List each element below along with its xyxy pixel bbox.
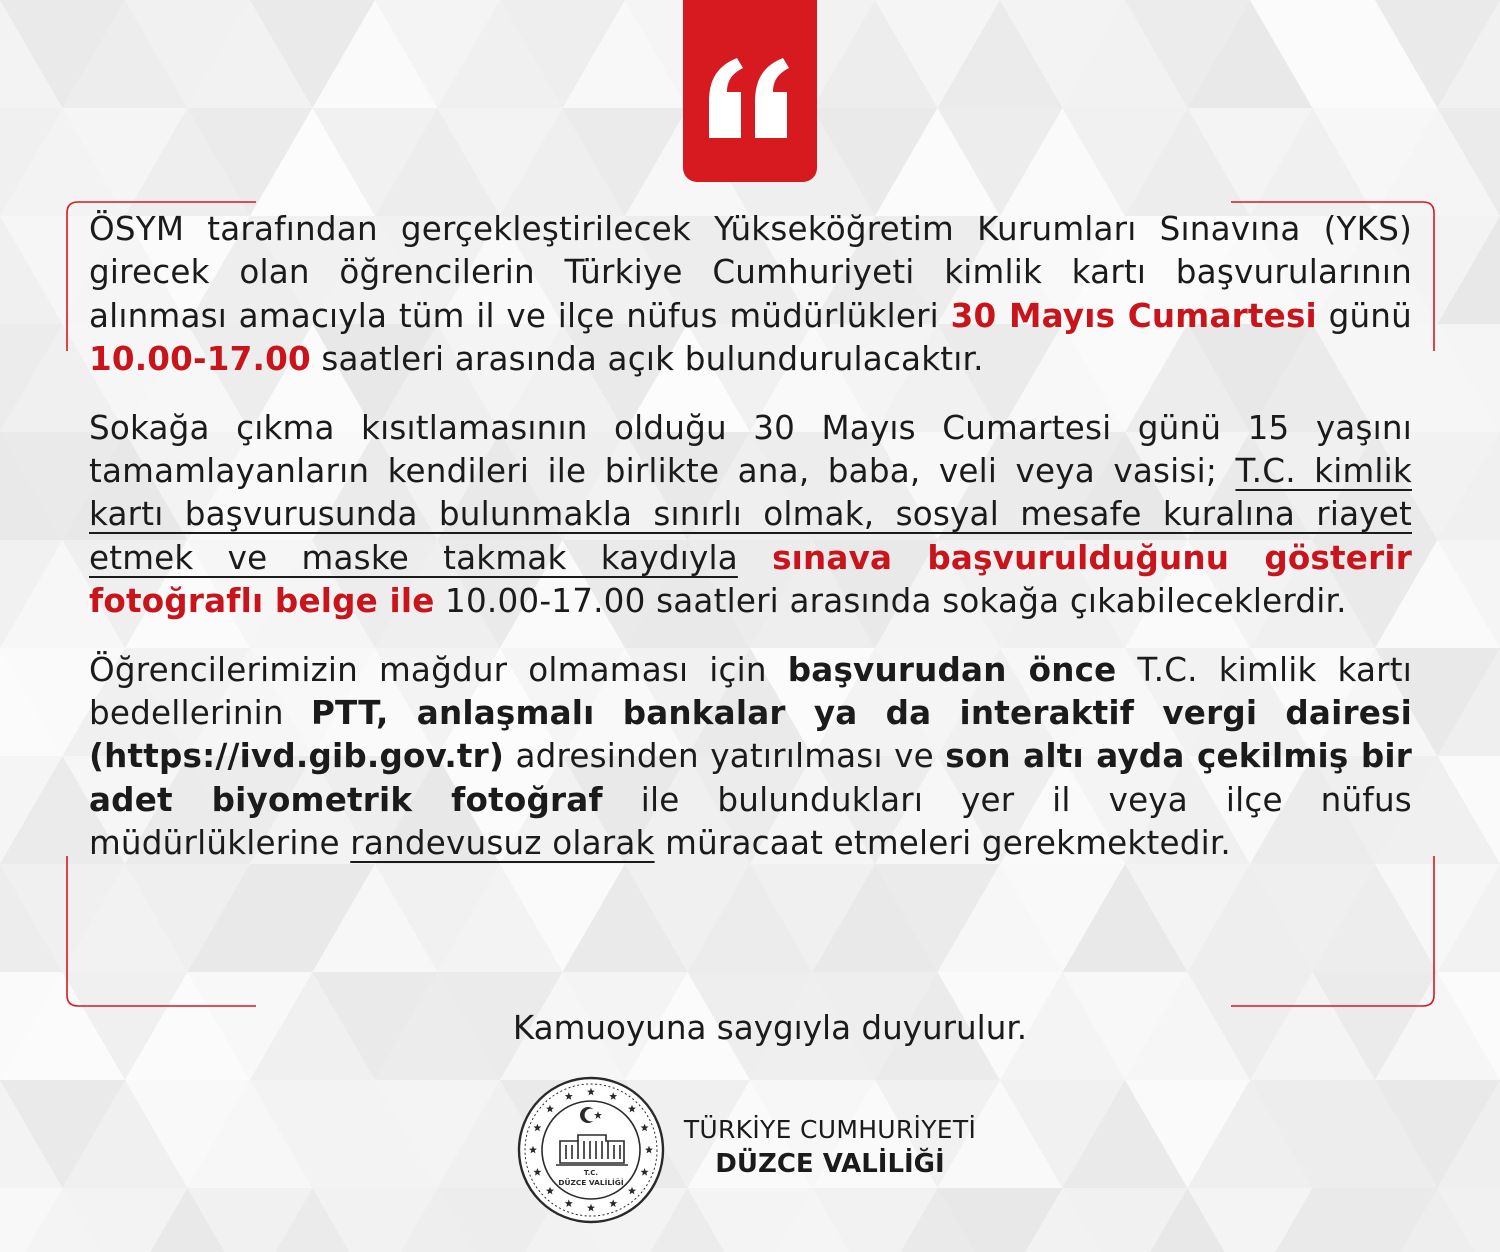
- closing-line: Kamuoyuna saygıyla duyurulur.: [512, 1009, 1028, 1047]
- p3-no-appointment: randevusuz olarak: [350, 824, 655, 863]
- paragraph-1: [89, 208, 1412, 382]
- p3-text-3: adresinden yatırılması ve: [504, 737, 946, 776]
- organization-name: [680, 1113, 990, 1181]
- p1-date: 30 Mayıs Cumartesi: [950, 296, 1317, 335]
- paragraph-2: [89, 407, 1412, 624]
- quote-tab: [683, 0, 817, 182]
- p3-text-4: ile bulundukları yer il veya ilçe nüfus müdürlüklerine: [89, 780, 1412, 863]
- p2-text-2: 10.00-17.00 saatleri arasında sokağa çıkabileceklerdir.: [434, 582, 1347, 621]
- p1-hours: 10.00-17.00: [89, 340, 311, 379]
- p2-space: [738, 539, 772, 577]
- announcement-body: [89, 208, 1412, 866]
- org-governorship: DÜZCE VALİLİĞİ: [715, 1149, 945, 1179]
- p2-text: Sokağa çıkma kısıtlamasının olduğu 30 Mayıs Cumartesi günü 15 yaşını tamamlayanların kendileri ile birlikte ana, baba, veli veya vasisi;: [89, 408, 1412, 491]
- p3-text-2: T.C. kimlik kartı bedellerinin: [89, 650, 1412, 733]
- p1-text: ÖSYM tarafından gerçekleştirilecek Yükseköğretim Kurumları Sınavına (YKS) girecek olan öğrencilerin Türkiye Cumhuriyeti kimlik kartı başvurularının alınması amacıyla tüm il ve ilçe nüfus müdürlükleri: [89, 210, 1412, 335]
- p3-text-5: müracaat etmeleri gerekmektedir.: [654, 824, 1231, 863]
- double-quote-icon: [707, 56, 793, 138]
- p3-text: Öğrencilerimizin mağdur olmaması için: [89, 650, 788, 689]
- org-country: TÜRKİYE CUMHURİYETİ: [683, 1115, 977, 1144]
- p3-before-application: başvurudan önce: [787, 650, 1117, 689]
- p3-payment-channels: PTT, anlaşmalı bankalar ya da interaktif vergi dairesi (https://ivd.gib.gov.tr): [89, 694, 1412, 776]
- tc-duzce-valiligi-seal-icon: [516, 1075, 666, 1225]
- p1-text-3: saatleri arasında açık bulundurulacaktır.: [310, 340, 984, 379]
- paragraph-3: [89, 649, 1412, 866]
- p2-document-requirement: sınava başvurulduğunu gösterir fotoğraflı belge ile: [89, 538, 1412, 621]
- seal-bottom-text: DÜZCE VALİLİĞİ: [558, 1178, 624, 1187]
- p3-photo-requirement: son altı ayda çekilmiş bir adet biyometrik fotoğraf: [89, 737, 1412, 819]
- seal-top-text: T.C.: [583, 1169, 599, 1177]
- p1-text-2: günü: [1316, 296, 1412, 335]
- p2-underlined-condition: T.C. kimlik kartı başvurusunda bulunmakla sınırlı olmak, sosyal mesafe kuralına riayet etmek ve maske takmak kaydıyla: [89, 452, 1412, 577]
